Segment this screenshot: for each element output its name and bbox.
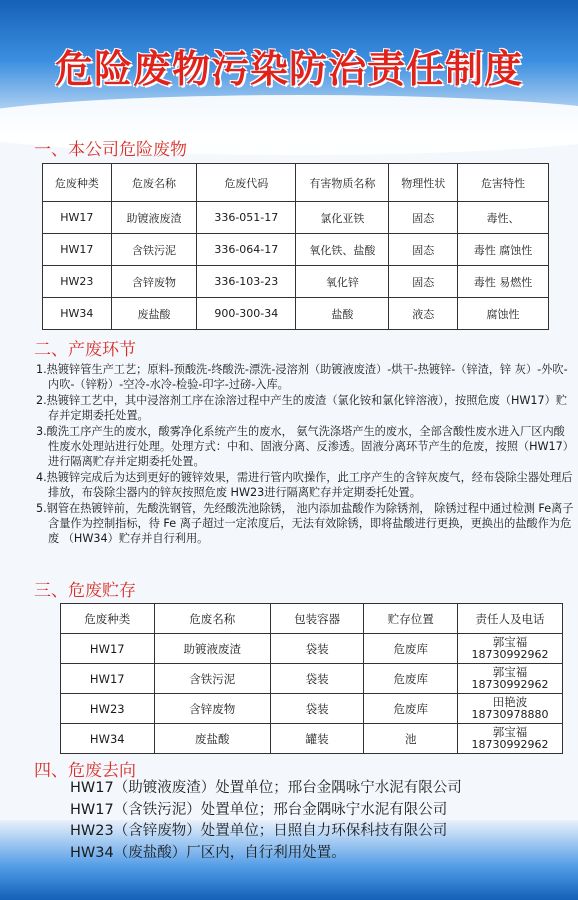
table-cell: 含锌废物 — [111, 266, 197, 298]
section2-heading: 二、产废环节 — [34, 340, 136, 360]
table-cell: 危废库 — [364, 664, 458, 694]
table-header-row — [43, 164, 549, 202]
table-cell: 氧化铁、盐酸 — [296, 234, 389, 266]
table-cell: 盐酸 — [296, 298, 389, 330]
table-cell: 袋装 — [270, 694, 364, 724]
table-row — [61, 694, 563, 724]
contact-name: 郭宝福 — [492, 635, 528, 649]
header-cell: 危废种类 — [43, 164, 112, 202]
table-cell: 336-064-17 — [197, 234, 296, 266]
section4-heading: 四、危废去向 — [34, 761, 136, 781]
destination-line: HW17（助镀液废渣）处置单位；邢台金隅咏宁水泥有限公司 — [70, 780, 462, 796]
list-item: 4.热镀锌完成后为达到更好的镀锌效果，需进行管内吹操作，此工序产生的含锌灰废气，经布袋除尘器处理后排放，布袋除尘器内的锌灰按照危废 HW23进行隔离贮存并定期委托处置。 — [36, 470, 573, 500]
table-row — [43, 266, 549, 298]
table-cell: HW17 — [43, 234, 112, 266]
contact-phone: 18730992962 — [471, 648, 549, 661]
table-cell: HW17 — [61, 634, 155, 664]
list-item: 2.热镀锌工艺中，其中浸溶剂工序在涂溶过程中产生的废渣（氯化铵和氯化锌溶液），按照危废（HW17）贮存并定期委托处置。 — [36, 393, 568, 423]
table-cell: 900-300-34 — [197, 298, 296, 330]
disposal-destinations — [70, 778, 570, 864]
list-item: 3.酸洗工序产生的废水，酸雾净化系统产生的废水， 氨气洗涤塔产生的废水，全部含酸性废水进入厂区内酸性废水处理站进行处理。处理方式：中和、固液分离、反渗透。固液分离环节产生的危废，按照（HW17）进行隔离贮存并定期委托处置。 — [36, 424, 574, 469]
destination-line: HW23（含锌废物）处置单位；日照自力环保科技有限公司 — [70, 823, 448, 839]
header-cell: 危害特性 — [458, 164, 549, 202]
table-cell: 毒性 易燃性 — [458, 266, 549, 298]
section1-heading: 一、本公司危险废物 — [34, 140, 187, 160]
contact-cell — [458, 724, 563, 754]
table-cell: HW17 — [61, 664, 155, 694]
header-cell: 危废名称 — [154, 604, 270, 634]
table-cell: 袋装 — [270, 664, 364, 694]
table-cell: 固态 — [389, 234, 458, 266]
table-cell: 含铁污泥 — [111, 234, 197, 266]
contact-cell — [458, 664, 563, 694]
contact-cell — [458, 634, 563, 664]
table-cell: 氯化亚铁 — [296, 202, 389, 234]
page-title: 危险废物污染防治责任制度 — [54, 46, 523, 91]
table-cell: 氧化锌 — [296, 266, 389, 298]
header-cell: 贮存位置 — [364, 604, 458, 634]
table-row — [61, 664, 563, 694]
header-cell: 有害物质名称 — [296, 164, 389, 202]
hazardous-waste-table — [42, 163, 549, 330]
list-item: 5.钢管在热镀锌前，先酸洗钢管，先经酸洗池除锈， 池内添加盐酸作为除锈剂， 除锈过程中通过检测 Fe离子含量作为控制指标，待 Fe 离子超过一定浓度后，无法有效除锈，即将盐酸进行更换，更换出的盐酸作为危废 （HW34）贮存并自行利用。 — [36, 501, 574, 546]
table-cell: 池 — [364, 724, 458, 754]
table-cell: 含铁污泥 — [154, 664, 270, 694]
table-row — [43, 298, 549, 330]
table-cell: HW23 — [43, 266, 112, 298]
table-row — [61, 724, 563, 754]
table-cell: 助镀液废渣 — [111, 202, 197, 234]
table-cell: 助镀液废渣 — [154, 634, 270, 664]
table-cell: 毒性、 — [458, 202, 549, 234]
header-cell: 包装容器 — [270, 604, 364, 634]
table-row — [43, 234, 549, 266]
contact-name: 郭宝福 — [492, 665, 528, 679]
table-cell: 336-103-23 — [197, 266, 296, 298]
table-cell: 含锌废物 — [154, 694, 270, 724]
contact-name: 郭宝福 — [492, 725, 528, 739]
table-cell: 危废库 — [364, 694, 458, 724]
table-row — [61, 634, 563, 664]
table-header-row — [61, 604, 563, 634]
header-cell: 责任人及电话 — [458, 604, 563, 634]
destination-line: HW34（废盐酸）厂区内，自行利用处置。 — [70, 844, 346, 861]
header-cell: 物理性状 — [389, 164, 458, 202]
table-cell: 336-051-17 — [197, 202, 296, 234]
table-cell: 固态 — [389, 266, 458, 298]
table-cell: 固态 — [389, 202, 458, 234]
section3-heading: 三、危废贮存 — [34, 581, 136, 601]
header-cell: 危废种类 — [61, 604, 155, 634]
table-cell: 罐装 — [270, 724, 364, 754]
contact-name: 田艳波 — [492, 695, 528, 709]
list-item: 1.热镀锌管生产工艺；原料-预酸洗-终酸洗-漂洗-浸溶剂（助镀液废渣）-烘干-热镀锌-（锌渣，锌 灰）-外吹-内吹-（锌粉）-空冷-水冷-检验-印字-过磅-入库。 — [36, 363, 568, 392]
table-cell: 毒性 腐蚀性 — [458, 234, 549, 266]
table-cell: 废盐酸 — [154, 724, 270, 754]
contact-phone: 18730978880 — [471, 708, 549, 721]
contact-phone: 18730992962 — [471, 738, 549, 751]
table-cell: HW17 — [43, 202, 112, 234]
table-cell: HW34 — [61, 724, 155, 754]
table-row — [43, 202, 549, 234]
table-cell: 腐蚀性 — [458, 298, 549, 330]
contact-cell — [458, 694, 563, 724]
table-cell: HW23 — [61, 694, 155, 724]
process-description — [36, 362, 576, 547]
table-cell: 危废库 — [364, 634, 458, 664]
table-cell: 袋装 — [270, 634, 364, 664]
table-cell: 液态 — [389, 298, 458, 330]
contact-phone: 18730992962 — [471, 678, 549, 691]
header-cell: 危废代码 — [197, 164, 296, 202]
storage-table — [60, 603, 563, 754]
destination-line: HW17（含铁污泥）处置单位；邢台金隅咏宁水泥有限公司 — [70, 801, 448, 818]
header-cell: 危废名称 — [111, 164, 197, 202]
table-cell: 废盐酸 — [111, 298, 197, 330]
table-cell: HW34 — [43, 298, 112, 330]
